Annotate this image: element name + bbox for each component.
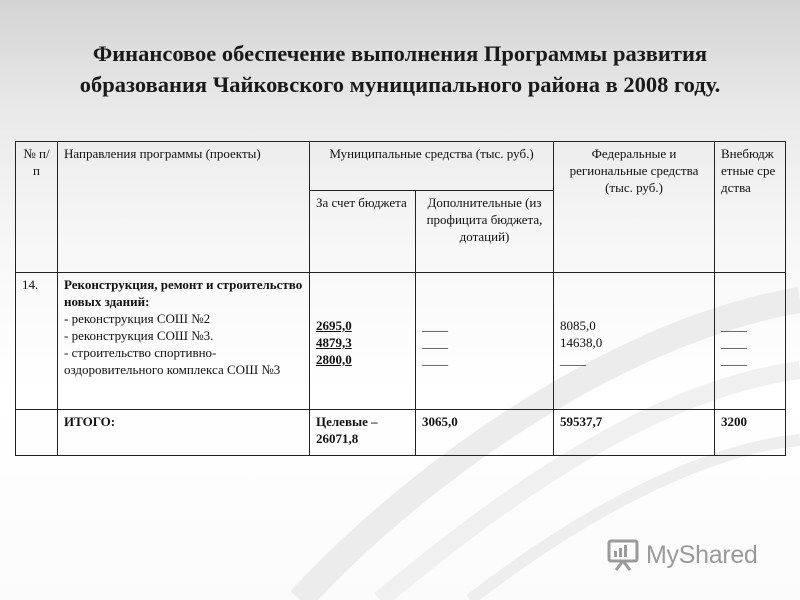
financing-table xyxy=(15,141,786,456)
header-num: № п/п xyxy=(16,142,58,273)
header-budget: За счет бюджета xyxy=(310,191,416,273)
additional-value: ____ xyxy=(422,318,448,333)
federal-value: 8085,0 xyxy=(560,318,596,333)
budget-value: 2800,0 xyxy=(316,352,352,367)
header-directions: Направления программы (проекты) xyxy=(58,142,310,273)
direction-item: - реконструкция СОШ №2 xyxy=(64,311,211,326)
additional-value: ____ xyxy=(422,352,448,367)
table-total-row xyxy=(16,410,786,456)
offbudget-value: ____ xyxy=(721,318,748,333)
budget-value: 2695,0 xyxy=(316,318,352,333)
additional-value: ____ xyxy=(422,335,448,350)
total-federal: 59537,7 xyxy=(554,410,715,456)
header-municipal: Муниципальные средства (тыс. руб.) xyxy=(310,142,554,191)
row-directions xyxy=(58,273,310,410)
total-budget: 3065,0 xyxy=(416,410,554,456)
total-target: Целевые – 26071,8 xyxy=(310,410,416,456)
header-additional: Дополнительные (из профицита бюджета, дотаций) xyxy=(416,191,554,273)
total-offbudget: 3200 xyxy=(715,410,786,456)
row-num: 14. xyxy=(16,273,58,410)
budget-value: 4879,3 xyxy=(316,335,352,350)
page-title xyxy=(0,38,800,100)
total-label: ИТОГО: xyxy=(58,410,310,456)
direction-item: - реконструкция СОШ №3. xyxy=(64,328,214,343)
offbudget-value: ____ xyxy=(721,352,748,367)
row-budget xyxy=(310,273,416,410)
header-offbudget: Внебюджетные средства xyxy=(715,142,786,273)
logo-text: MyShared xyxy=(646,540,758,569)
direction-item: - строительство спортивно-оздоровительного комплекса СОШ №3 xyxy=(64,345,281,377)
table-row xyxy=(16,273,786,410)
table-header-row xyxy=(16,142,786,191)
federal-value: ____ xyxy=(560,352,587,367)
federal-value: 14638,0 xyxy=(560,335,603,350)
myshared-logo xyxy=(606,537,758,573)
direction-title: Реконструкция, ремонт и строительство новых зданий: xyxy=(64,277,303,309)
offbudget-value: ____ xyxy=(721,335,748,350)
presentation-board-icon xyxy=(606,538,640,572)
title-line-1: Финансовое обеспечение выполнения Программы развития xyxy=(92,41,708,66)
title-line-2: образования Чайковского муниципального района в 2008 году. xyxy=(79,72,721,97)
total-num xyxy=(16,410,58,456)
header-federal: Федеральные и региональные средства (тыс. руб.) xyxy=(554,142,715,273)
row-federal xyxy=(554,273,715,410)
row-offbudget xyxy=(715,273,786,410)
row-additional xyxy=(416,273,554,410)
